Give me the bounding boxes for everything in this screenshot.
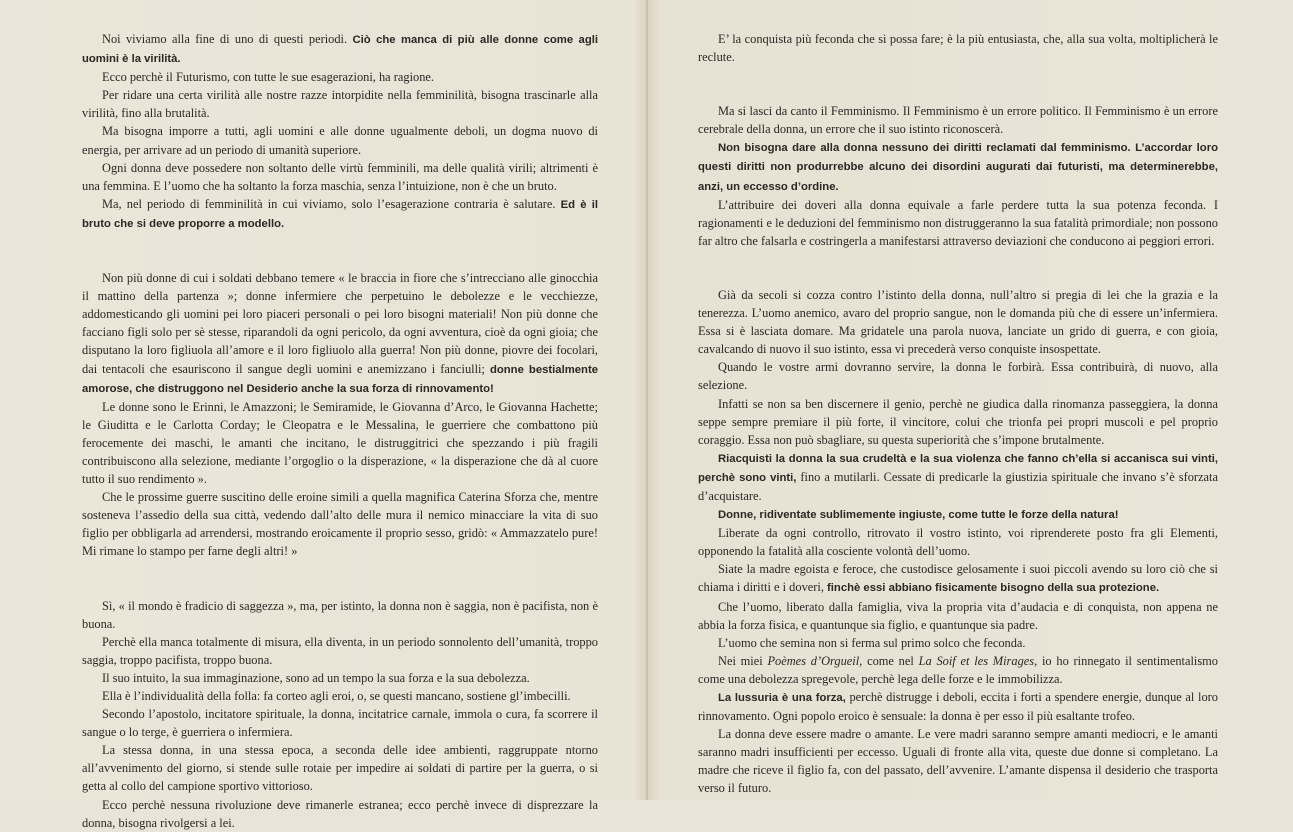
right-page-column	[698, 30, 1218, 798]
paragraph-q11	[698, 560, 1218, 597]
text-run: Per ridare una certa virilità alle nostre razze intorpidite nella femminilità, bisogna trascinarle alla virilità, fino alla brutalità.	[82, 88, 598, 121]
text-run: La donna deve essere madre o amante. Le vere madri saranno sempre amanti mediocri, e le amanti saranno madri insufficienti per eccesso. Uguali di fronte alla vita, queste due donne si completano. La madre che riceve il figlio fa, con del passato, dell’avvenire. L’amante dispensa il desiderio che trasporta verso il futuro.	[698, 727, 1218, 796]
paragraph-q16	[698, 725, 1218, 797]
text-run: L’attribuire dei doveri alla donna equivale a farle perdere tutta la sua potenza feconda. I ragionamenti e le deduzioni del femminismo non distruggeranno la sua fatalità primordiale; non possono far altro che falsarla e costringerla a manifestarsi attraverso deviazioni che conducono ai peggiori errori.	[698, 197, 1218, 248]
text-run: Già da secoli si cozza contro l’istinto della donna, null’altro si pregia di lei che la grazia e la tenerezza. L’uomo anemico, avaro del proprio sangue, non le domanda più che di essere un’infermiera. Essa si è lasciata domare. Ma gridatele una parola nuova, lanciate un grido di guerra, e con gioia, cavalcando di nuovo il suo istinto, essa vi precederà verso conquiste insospettate.	[698, 287, 1218, 357]
text-run: Ecco perchè nessuna rivoluzione deve rimanerle estranea; ecco perchè invece di disprezzare la donna, bisogna rivolgersi a lei.	[82, 797, 598, 830]
left-page-column	[82, 30, 598, 832]
text-run: Ma si lasci da canto il Femminismo. Il Femminismo è un errore politico. Il Femminismo è un errore cerebrale della donna, un errore che il suo istinto riconoscerà.	[698, 104, 1218, 137]
bold-text: Ed è il bruto che si deve proporre a modello.	[82, 198, 598, 230]
text-run: perchè distrugge i deboli, eccita i forti a spendere energie, dunque al loro rinnovamento. Ogni popolo eroico è sensuale: la donna è per esso il più esaltante trofeo.	[698, 690, 1218, 724]
paragraph-q9	[698, 505, 1218, 524]
text-run: Infatti se non sa ben discernere il genio, perchè ne giudica dalla rinomanza passeggiera, la donna seppe sempre premiare il più forte, il vincitore, colui che trionfa pei propri muscoli e pel proprio coraggio. Essa non può sbagliare, su questa superiorità che s’impone brutalmente.	[698, 396, 1218, 447]
text-run: Perchè ella manca totalmente di misura, ella diventa, in un periodo sonnolento dell’umanità, troppo saggia, troppo pacifista, troppo buona.	[82, 634, 598, 667]
paragraph-p10	[82, 597, 598, 633]
paragraph-p2	[82, 68, 598, 86]
paragraph-p9	[82, 488, 598, 560]
text-run: Ella è l’individualità della folla: fa corteo agli eroi, o, se questi mancano, sostiene gl’imbecilli.	[102, 689, 571, 703]
text-run: Secondo l’apostolo, incitatore spirituale, la donna, incitatrice carnale, immola o cura, fa scorrere il sangue o lo terge, è guerriera o infermiera.	[82, 707, 598, 740]
paragraph-q4	[698, 196, 1218, 250]
bold-text: finchè essi abbiano fisicamente bisogno della sua protezione.	[827, 582, 1160, 595]
paragraph-p4	[82, 122, 598, 158]
text-run: Ecco perchè il Futurismo, con tutte le sue esagerazioni, ha ragione.	[102, 70, 435, 85]
text-run: Le donne sono le Erinni, le Amazzoni; le Semiramide, le Giovanna d’Arco, le Giovanna Hachette; le Giuditta e le Carlotta Corday; le Cleopatra e le Messalina, le guerriere che combattono più ferocemente dei maschi, le amanti che incitano, le distruggitrici che spezzando i più fragili contribuiscono alla selezione, mediante l’orgoglio o la disperazione, « la disperazione che dà al cuore tutto il suo rendimento ».	[82, 399, 598, 487]
text-run: L’uomo che semina non si ferma sul primo solco che feconda.	[718, 635, 1026, 650]
text-run: Il suo intuito, la sua immaginazione, sono ad un tempo la sua forza e la sua debolezza.	[102, 670, 530, 685]
paragraph-q15	[698, 688, 1218, 725]
text-run: Ma bisogna imporre a tutti, agli uomini e alle donne ugualmente deboli, un dogma nuovo di energia, per arrivare ad un periodo di umanità superiore.	[82, 124, 598, 157]
paragraph-p16	[82, 796, 598, 832]
paragraph-p7	[82, 269, 598, 398]
paragraph-q5	[698, 286, 1218, 358]
paragraph-p15	[82, 741, 598, 795]
text-run: Ma, nel periodo di femminilità in cui viviamo, solo l’esagerazione contraria è salutare.	[102, 196, 561, 211]
bold-text: Non bisogna dare alla donna nessuno dei diritti reclamati dal femminismo. L’accordar loro questi diritti non produrrebbe alcuno dei disordini augurati dai futuristi, ma determinerebbe, anzi, un eccesso d’ordine.	[698, 142, 1218, 193]
paragraph-p8	[82, 398, 598, 488]
italic-title: La Soif et les Mirages,	[918, 653, 1038, 668]
italic-title: Poèmes d’Orgueil,	[767, 653, 863, 668]
paragraph-p3	[82, 86, 598, 122]
text-run: Non più donne di cui i soldati debbano temere « le braccia in fiore che s’intrecciano alle ginocchia il mattino della partenza »; donne infermiere che perpetuino le debolezze e le vecchiezze, addomesticando gli uomini pei loro piaceri personali o pei loro bisogni materiali! Non più donne che facciano figli solo per sè stesse, riparandoli da ogni pericolo, da ogni avventura, cioè da ogni gioia; che disputano la loro figliuola all’amore e il loro figliuolo alla guerra! Non più donne, piovre dei focolari, dai tentacoli che esauriscono il sangue degli uomini e anemizzano i fanciulli;	[82, 271, 598, 376]
bold-text: Donne, ridiventate sublimemente ingiuste, come tutte le forze della natura!	[718, 509, 1119, 522]
paragraph-p14	[82, 705, 598, 741]
bold-text: Ciò che manca di più alle donne come agli uomini è la virilità.	[82, 34, 599, 66]
paragraph-q2	[698, 102, 1218, 138]
paragraph-q13	[698, 634, 1218, 652]
bold-text: La lussuria è una forza,	[718, 692, 846, 704]
text-run: Siate la madre egoista e feroce, che custodisce gelosamente i suoi piccoli avendo su loro ciò che si chiama i diritti e i doveri,	[698, 562, 1218, 595]
text-run: come nel	[862, 653, 919, 668]
text-run: Sì, « il mondo è fradicio di saggezza », ma, per istinto, la donna non è saggia, non è pacifista, non è buona.	[82, 598, 598, 631]
paragraph-p11	[82, 633, 598, 669]
paragraph-p6	[82, 195, 598, 233]
text-run: La stessa donna, in una stessa epoca, a seconda delle idee ambienti, raggruppate ntorno all’avvenimento del giorno, si stende sulle rotaie per impedire ai soldati di partire per la guerra, o si getta al collo del campione sportivo vittorioso.	[82, 743, 598, 794]
text-run: Ogni donna deve possedere non soltanto delle virtù femminili, ma delle qualità virili; altrimenti è una femmina. E l’uomo che ha soltanto la forza maschia, senza l’intuizione, non è che un bruto.	[82, 160, 598, 193]
text-run: io ho rinnegato il sentimentalismo come una debolezza spregevole, perchè lega delle forze e le immobilizza.	[698, 653, 1218, 686]
text-run: E’ la conquista più feconda che si possa fare; è la più entusiasta, che, alla sua volta, moltiplicherà le reclute.	[698, 32, 1218, 65]
bold-text: donne bestialmente amorose, che distruggono nel Desiderio anche la sua forza di rinnovamento!	[82, 363, 598, 395]
text-run: fino a mutilarli. Cessate di predicarle la giustizia spirituale che invano s’è sforzata d’acquistare.	[698, 469, 1218, 503]
paragraph-q14	[698, 652, 1218, 688]
paragraph-p12	[82, 669, 598, 687]
paragraph-q10	[698, 524, 1218, 560]
page-fold	[646, 0, 648, 800]
paragraph-q6	[698, 358, 1218, 394]
paragraph-p1	[82, 30, 598, 68]
paragraph-q12	[698, 598, 1218, 634]
paragraph-p5	[82, 159, 598, 195]
text-run: Nei miei	[718, 653, 768, 668]
text-run: Quando le vostre armi dovranno servire, la donna le forbirà. Essa contribuirà, di nuovo, alla selezione.	[698, 360, 1218, 393]
paragraph-q1	[698, 30, 1218, 66]
text-run: Che le prossime guerre suscitino delle eroine simili a quella magnifica Caterina Sforza che, mentre sosteneva l’assedio della sua città, vedendo dall’alto delle mura il nemico minacciare la vita di suo figlio per obbligarla ad arrendersi, mostrando eroicamente il proprio sesso, gridò: « Ammazzatelo pure! Mi rimane lo stampo per farne degli altri! »	[82, 490, 598, 559]
bold-text: Riacquisti la donna la sua crudeltà e la sua violenza che fanno ch’ella si accanisca sui vinti, perchè sono vinti,	[698, 452, 1218, 484]
text-run: Che l’uomo, liberato dalla famiglia, viva la propria vita d’audacia e di conquista, non appena ne abbia la forza fisica, e quantunque sia figlio, e quantunque sia padre.	[698, 599, 1218, 632]
paragraph-q8	[698, 449, 1218, 505]
text-run: Liberate da ogni controllo, ritrovato il vostro istinto, voi riprenderete posto fra gli Elementi, opponendo la fatalità alla cosciente volontà dell’uomo.	[698, 526, 1218, 559]
text-run: Noi viviamo alla fine di uno di questi periodi.	[102, 32, 353, 46]
paragraph-p13	[82, 687, 598, 705]
paragraph-q3	[698, 138, 1218, 195]
paragraph-q7	[698, 395, 1218, 449]
